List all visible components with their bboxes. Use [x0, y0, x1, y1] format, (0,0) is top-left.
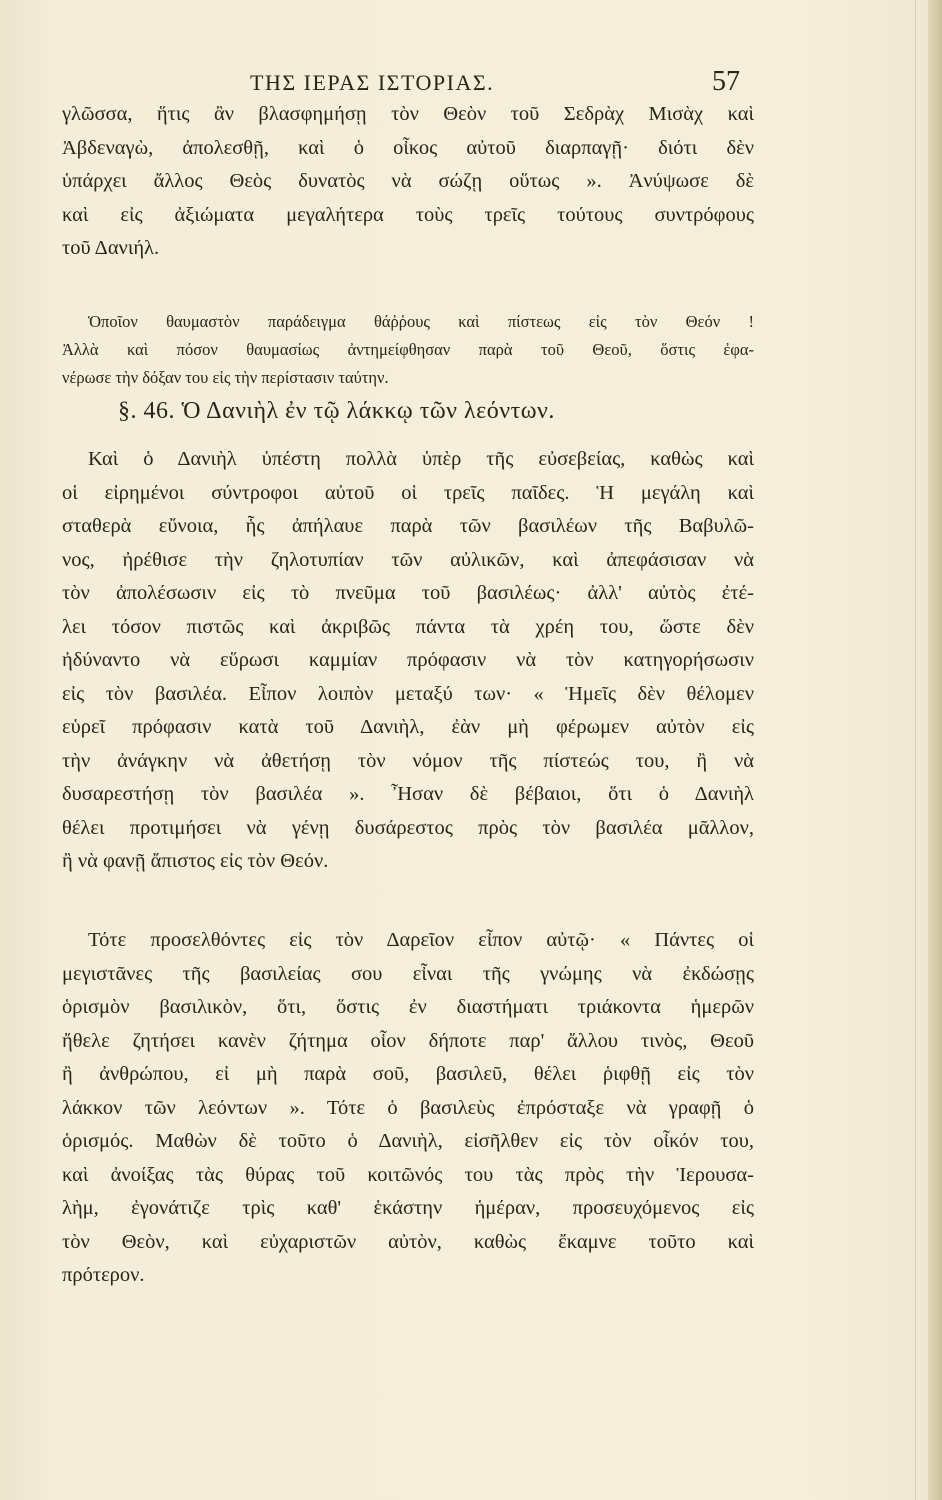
- text-line: γλῶσσα, ἥτις ἂν βλασφημήσῃ τὸν Θεὸν τοῦ Σεδρὰχ Μισὰχ καὶ: [62, 103, 754, 125]
- text-line: τὸν ἀπολέσωσιν εἰς τὸ πνεῦμα τοῦ βασιλέως· ἀλλ' αὐτὸς ἐτέ-: [62, 582, 754, 604]
- text-line: νος, ἠρέθισε τὴν ζηλοτυπίαν τῶν αὐλικῶν, καὶ ἀπεφάσισαν νὰ: [62, 548, 754, 571]
- text-line: καὶ ἀνοίξας τὰς θύρας τοῦ κοιτῶνός του τὰς πρὸς τὴν Ἱερουσα-: [62, 1163, 754, 1186]
- text-line: Ἀλλὰ καὶ πόσον θαυμασίως ἀντημείφθησαν παρὰ τοῦ Θεοῦ, ὅστις ἐφα-: [62, 340, 754, 359]
- text-line: δυσαρεστήσῃ τὸν βασιλέα ». Ἦσαν δὲ βέβαιοι, ὅτι ὁ Δανιὴλ: [62, 783, 754, 805]
- section-heading: §. 46. Ὁ Δανιὴλ ἐν τῷ λάκκῳ τῶν λεόντων.: [118, 398, 555, 424]
- paragraph-continuation: [62, 98, 754, 266]
- text-line: Τότε προσελθόντες εἰς τὸν Δαρεῖον εἶπον αὐτῷ· « Πάντες οἱ: [88, 929, 754, 951]
- text-line: ὁρισμός. Μαθὼν δὲ τοῦτο ὁ Δανιὴλ, εἰσῆλθεν εἰς τὸν οἶκόν του,: [62, 1130, 754, 1152]
- page-number: 57: [712, 66, 740, 97]
- text-line: εἰς τὸν βασιλέα. Εἶπον λοιπὸν μεταξύ των· « Ἡμεῖς δὲν θέλομεν: [62, 682, 754, 705]
- text-line: Ὁποῖον θαυμαστὸν παράδειγμα θάῤῥους καὶ πίστεως εἰς τὸν Θεόν !: [88, 312, 754, 331]
- running-title: ΤΗΣ ΙΕΡΑΣ ΙΣΤΟΡΙΑΣ.: [250, 70, 495, 95]
- text-line: εὑρεῖ πρόφασιν κατὰ τοῦ Δανιὴλ, ἐὰν μὴ φέρωμεν αὐτὸν εἰς: [62, 716, 754, 738]
- section-paragraph-2: [62, 924, 754, 1293]
- text-line: ὁρισμὸν βασιλικὸν, ὅτι, ὅστις ἐν διαστήματι τριάκοντα ἡμερῶν: [62, 996, 754, 1018]
- text-line: θέλει προτιμήσει νὰ γένῃ δυσάρεστος πρὸς τὸν βασιλέα μᾶλλον,: [62, 816, 754, 839]
- text-line: ἠδύναντο νὰ εὕρωσι καμμίαν πρόφασιν νὰ τὸν κατηγορήσωσιν: [62, 649, 754, 671]
- text-line: τὸν Θεὸν, καὶ εὐχαριστῶν αὐτὸν, καθὼς ἔκαμνε τοῦτο καὶ: [62, 1230, 754, 1253]
- text-line: μεγιστᾶνες τῆς βασιλείας σου εἶναι τῆς γνώμης νὰ ἐκδώσῃς: [62, 962, 754, 985]
- text-line: τὴν ἀνάγκην νὰ ἀθετήσῃ τὸν νόμον τῆς πίστεώς του, ἢ νὰ: [62, 749, 754, 772]
- text-line: ἤθελε ζητήσει κανὲν ζήτημα οἷον δήποτε παρ' ἄλλου τινὸς, Θεοῦ: [62, 1029, 754, 1052]
- section-paragraph-1: [62, 443, 754, 879]
- text-line: ἢ ἀνθρώπου, εἰ μὴ παρὰ σοῦ, βασιλεῦ, θέλει ῥιφθῇ εἰς τὸν: [62, 1063, 754, 1085]
- text-line: λει τόσον πιστῶς καὶ ἀκριβῶς πάντα τὰ χρέη του, ὥστε δὲν: [62, 615, 754, 638]
- text-line: ἢ νὰ φανῇ ἄπιστος εἰς τὸν Θεόν.: [62, 850, 329, 872]
- text-line: νέρωσε τὴν δόξαν του εἰς τὴν περίστασιν ταύτην.: [62, 368, 389, 387]
- text-line: τοῦ Δανιήλ.: [62, 237, 160, 259]
- text-line: σταθερὰ εὔνοια, ἧς ἀπήλαυε παρὰ τῶν βασιλέων τῆς Βαβυλῶ-: [62, 515, 754, 537]
- page-edge: [928, 0, 942, 1500]
- page-edge-line: [915, 0, 916, 1500]
- text-line: λάκκον τῶν λεόντων ». Τότε ὁ βασιλεὺς ἐπρόσταξε νὰ γραφῇ ὁ: [62, 1096, 754, 1119]
- text-line: καὶ εἰς ἀξιώματα μεγαλήτερα τοὺς τρεῖς τούτους συντρόφους: [62, 203, 754, 226]
- text-line: πρότερον.: [62, 1264, 145, 1286]
- text-line: Ἀβδεναγὼ, ἀπολεσθῇ, καὶ ὁ οἶκος αὐτοῦ διαρπαγῇ· διότι δὲν: [62, 136, 754, 159]
- text-line: οἱ εἰρημένοι σύντροφοι αὐτοῦ οἱ τρεῖς παῖδες. Ἡ μεγάλη καὶ: [62, 481, 754, 504]
- text-line: Καὶ ὁ Δανιὴλ ὑπέστη πολλὰ ὑπὲρ τῆς εὐσεβείας, καθὼς καὶ: [88, 448, 754, 470]
- text-line: λὴμ, ἐγονάτιζε τρὶς καθ' ἑκάστην ἡμέραν, προσευχόμενος εἰς: [62, 1197, 754, 1219]
- text-line: ὑπάρχει ἄλλος Θεὸς δυνατὸς νὰ σώζῃ οὕτως ». Ἀνύψωσε δὲ: [62, 170, 754, 192]
- footnote-paragraph: [62, 308, 754, 392]
